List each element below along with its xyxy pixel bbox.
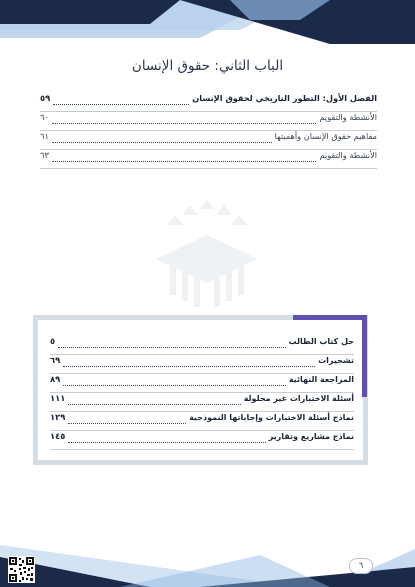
- toc-row[interactable]: [50, 336, 354, 355]
- toc-row[interactable]: [40, 131, 377, 150]
- toc-label: الأنشطة والتقويم: [319, 112, 377, 122]
- toc-row[interactable]: [40, 93, 377, 112]
- toc-page-number: ١١١: [50, 393, 66, 403]
- toc-row[interactable]: [50, 374, 354, 393]
- toc-row[interactable]: [50, 412, 354, 431]
- toc-leader-dots: [63, 366, 315, 367]
- toc-label: نماذج مشاريع وتقارير: [268, 432, 354, 441]
- toc-label: تشجيرات: [318, 356, 354, 365]
- toc-page-number: ٥٩: [40, 93, 51, 103]
- toc-label: مفاهيم حقوق الإنسان وأهميتها: [274, 131, 377, 141]
- toc-page-number: ٦٣: [40, 150, 49, 160]
- chapter-toc: [40, 93, 377, 169]
- top-decorative-band: [0, 0, 415, 48]
- toc-label: الأنشطة والتقويم: [319, 150, 377, 160]
- toc-label: الفصل الأول: التطور التاريخي لحقوق الإنسان: [192, 93, 377, 103]
- toc-leader-dots: [52, 161, 316, 162]
- frame-accent-vertical: [362, 315, 367, 397]
- toc-row[interactable]: [50, 431, 354, 450]
- toc-leader-dots: [52, 123, 316, 124]
- toc-leader-dots: [63, 385, 286, 386]
- toc-row[interactable]: [50, 393, 354, 412]
- toc-label: المراجعة النهائية: [288, 375, 354, 384]
- qr-code-icon[interactable]: [8, 556, 35, 583]
- toc-label: أسئلة الاختبارات غير محلولة: [243, 394, 354, 403]
- toc-leader-dots: [58, 347, 285, 348]
- toc-label: حل كتاب الطالب: [288, 337, 354, 346]
- toc-page-number: ٥: [50, 336, 56, 346]
- toc-page-number: ٦١: [40, 131, 49, 141]
- toc-leader-dots: [68, 404, 240, 405]
- toc-leader-dots: [52, 142, 272, 143]
- toc-leader-dots: [68, 423, 186, 424]
- toc-page-number: ٦٠: [40, 112, 49, 122]
- toc-page-number: ٨٩: [50, 374, 61, 384]
- toc-page-number: ١٤٥: [50, 431, 66, 441]
- toc-row[interactable]: [40, 150, 377, 169]
- toc-row[interactable]: [40, 112, 377, 131]
- bottom-decorative-band: [0, 527, 415, 587]
- page-number-badge: ٦: [349, 558, 373, 574]
- frame-accent-horizontal: [293, 315, 367, 320]
- watermark-logo-icon: [140, 195, 275, 315]
- toc-leader-dots: [53, 104, 189, 105]
- chapter-title: الباب الثاني: حقوق الإنسان: [131, 58, 284, 74]
- toc-page-number: ١٢٩: [50, 412, 66, 422]
- toc-label: نماذج أسئلة الاختبارات وإجاباتها النموذجية: [189, 413, 354, 422]
- toc-page-number: ٦٩: [50, 355, 61, 365]
- toc-row[interactable]: [50, 355, 354, 374]
- supplement-toc: [50, 336, 354, 450]
- toc-leader-dots: [68, 442, 265, 443]
